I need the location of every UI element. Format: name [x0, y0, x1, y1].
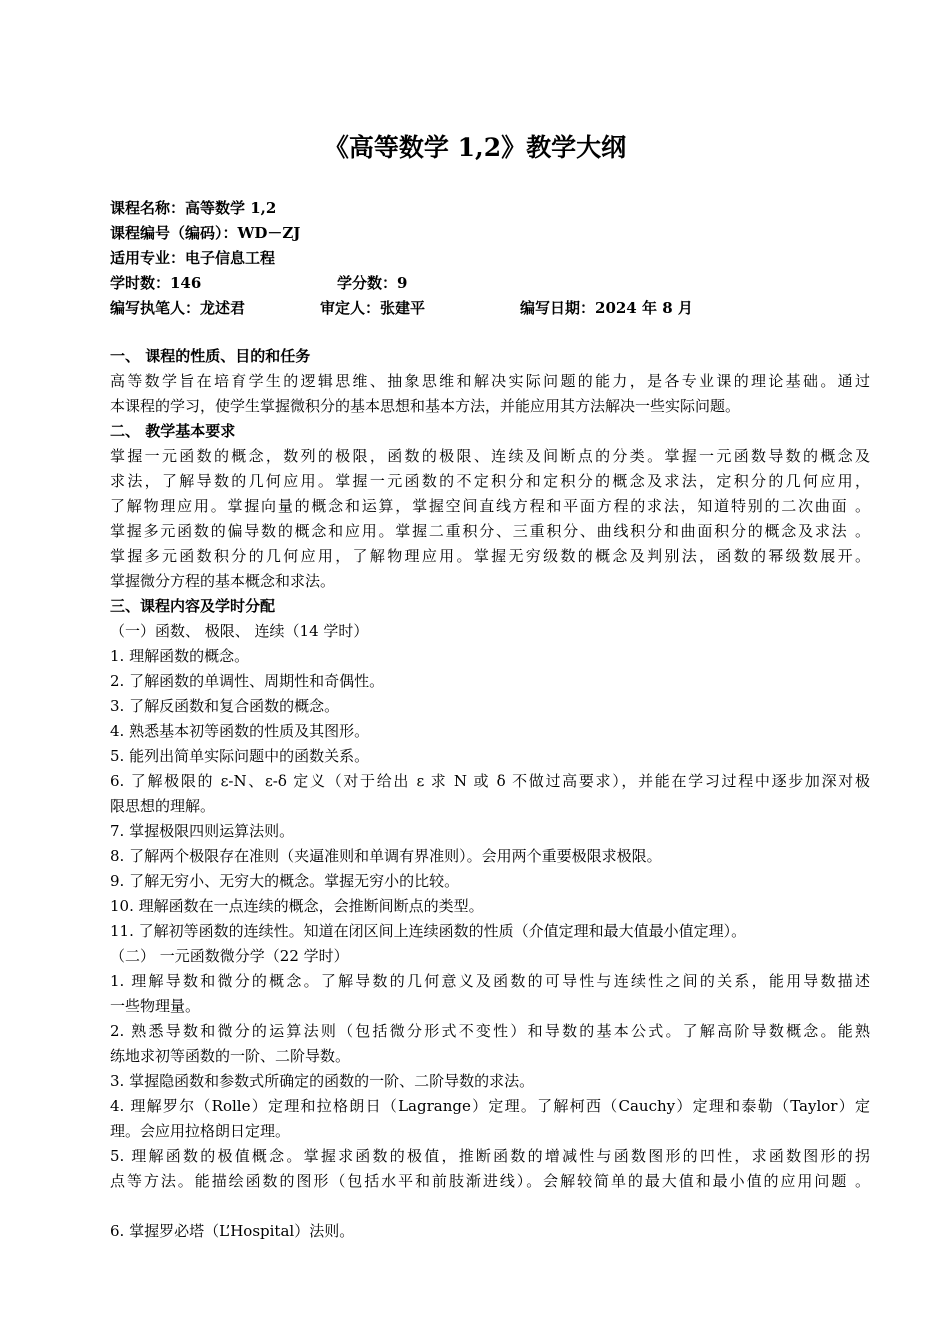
list-item: 1. 理解函数的概念。 — [110, 647, 250, 665]
list-item-cont: 一些物理量。 — [110, 997, 201, 1015]
course-reviewer: 审定人：张建平 — [320, 299, 426, 317]
paragraph-line: 掌握一元函数的概念，数列的极限，函数的极限、连续及间断点的分类。掌握一元函数导数的概念及 — [110, 447, 870, 465]
list-item: 4. 熟悉基本初等函数的性质及其图形。 — [110, 722, 370, 740]
course-date: 编写日期：2024 年 8 月 — [520, 299, 693, 317]
document-body — [110, 344, 870, 1244]
list-item: 11. 了解初等函数的连续性。知道在闭区间上连续函数的性质（介值定理和最大值最小值定理）。 — [110, 922, 747, 940]
list-item: 5. 理解函数的极值概念。掌握求函数的极值，推断函数的增减性与函数图形的凹性，求函数图形的拐 — [110, 1147, 870, 1165]
list-item: 8. 了解两个极限存在准则（夹逼准则和单调有界准则）。会用两个重要极限求极限。 — [110, 847, 662, 865]
meta-row-1 — [110, 196, 870, 221]
section-heading-1: 一、 课程的性质、目的和任务 — [110, 347, 311, 365]
list-item: 2. 了解函数的单调性、周期性和奇偶性。 — [110, 672, 385, 690]
meta-row-2 — [110, 221, 870, 246]
paragraph-line: 高等数学旨在培育学生的逻辑思维、抽象思维和解决实际问题的能力，是各专业课的理论基础。通过 — [110, 372, 870, 390]
course-author: 编写执笔人：龙述君 — [110, 299, 246, 317]
paragraph-line: 了解物理应用。掌握向量的概念和运算，掌握空间直线方程和平面方程的求法，知道特别的二次曲面 。 — [110, 497, 870, 515]
paragraph-line: 求法，了解导数的几何应用。掌握一元函数的不定积分和定积分的概念及求法，定积分的几何应用， — [110, 472, 870, 490]
meta-row-4 — [110, 271, 870, 296]
list-item-cont: 点等方法。能描绘函数的图形（包括水平和前肢渐进线）。会解较简单的最大值和最小值的应用问题 。 — [110, 1172, 870, 1190]
list-item: 4. 理解罗尔（Rolle）定理和拉格朗日（Lagrange）定理。了解柯西（Cauchy）定理和泰勒（Taylor）定 — [110, 1097, 870, 1115]
course-code: 课程编号（编码）：WD－ZJ — [110, 224, 301, 242]
paragraph-line: 掌握多元函数的偏导数的概念和应用。掌握二重积分、三重积分、曲线积分和曲面积分的概念及求法 。 — [110, 522, 870, 540]
list-item-cont: 理。会应用拉格朗日定理。 — [110, 1122, 291, 1140]
list-item: 3. 了解反函数和复合函数的概念。 — [110, 697, 340, 715]
list-item: 10. 理解函数在一点连续的概念，会推断间断点的类型。 — [110, 897, 484, 915]
blank-line — [110, 1194, 870, 1219]
list-item: 6. 了解极限的 ε-N、ε-δ 定义（对于给出 ε 求 N 或 δ 不做过高要求），并能在学习过程中逐步加深对极 — [110, 772, 870, 790]
paragraph-line: 本课程的学习，使学生掌握微积分的基本思想和基本方法，并能应用其方法解决一些实际问题。 — [110, 397, 741, 415]
course-name: 课程名称：高等数学 1,2 — [110, 199, 277, 217]
meta-row-3 — [110, 246, 870, 271]
list-item: 6. 掌握罗必塔（L’Hospital）法则。 — [110, 1222, 355, 1240]
section-heading-3: 三、课程内容及学时分配 — [110, 597, 276, 615]
list-item: 9. 了解无穷小、无穷大的概念。掌握无穷小的比较。 — [110, 872, 460, 890]
section-heading-2: 二、 教学基本要求 — [110, 422, 236, 440]
list-item: 1. 理解导数和微分的概念。了解导数的几何意义及函数的可导性与连续性之间的关系，能用导数描述 — [110, 972, 870, 990]
meta-row-5 — [110, 296, 870, 321]
list-item: 5. 能列出简单实际问题中的函数关系。 — [110, 747, 370, 765]
course-credits: 学分数：9 — [337, 274, 408, 292]
subsection-title-1: （一）函数、 极限、 连续（14 学时） — [110, 622, 369, 640]
course-hours: 学时数：146 — [110, 274, 202, 292]
course-meta — [110, 196, 870, 321]
paragraph-line: 掌握多元函数积分的几何应用，了解物理应用。掌握无穷级数的概念及判别法，函数的幂级数展开。 — [110, 547, 870, 565]
subsection-title-2: （二） 一元函数微分学（22 学时） — [110, 947, 349, 965]
list-item: 3. 掌握隐函数和参数式所确定的函数的一阶、二阶导数的求法。 — [110, 1072, 535, 1090]
list-item: 2. 熟悉导数和微分的运算法则（包括微分形式不变性）和导数的基本公式。了解高阶导数概念。能熟 — [110, 1022, 870, 1040]
list-item-cont: 练地求初等函数的一阶、二阶导数。 — [110, 1047, 351, 1065]
document-title: 《高等数学 1,2》教学大纲 — [323, 133, 627, 162]
list-item: 7. 掌握极限四则运算法则。 — [110, 822, 295, 840]
paragraph-line: 掌握微分方程的基本概念和求法。 — [110, 572, 336, 590]
list-item-cont: 限思想的理解。 — [110, 797, 216, 815]
course-major: 适用专业：电子信息工程 — [110, 249, 276, 267]
